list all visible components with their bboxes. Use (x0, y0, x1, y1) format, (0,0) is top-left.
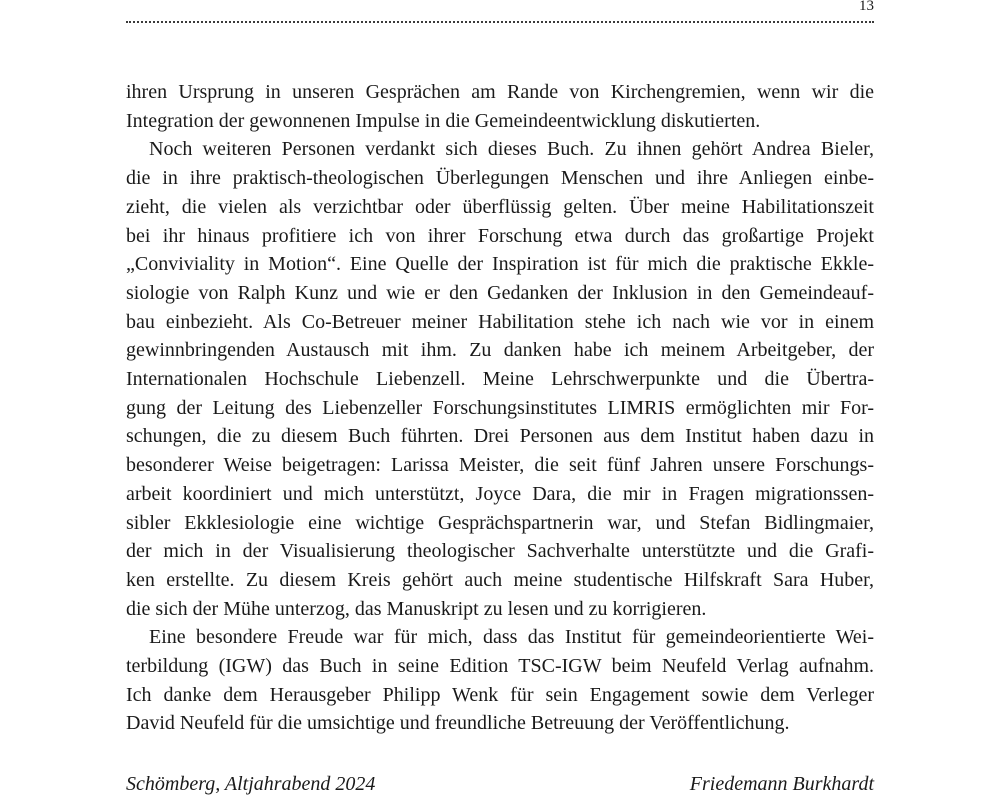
paragraph (126, 78, 874, 135)
text-line: besonderer Weise beigetragen: Larissa Meister, die seit fünf Jahren unsere Forschungs- (126, 454, 874, 477)
text-line: ihren Ursprung in unseren Gesprächen am Rande von Kirchengremien, wenn wir die (126, 81, 874, 103)
text-line: Noch weiteren Personen verdankt sich dieses Buch. Zu ihnen gehört Andrea Bieler, (149, 138, 874, 161)
text-line: David Neufeld für die umsichtige und freundliche Betreuung der Veröffentlichung. (126, 712, 790, 735)
text-line: zieht, die vielen als verzichtbar oder überflüssig gelten. Über meine Habilitationszeit (126, 195, 874, 218)
page-number: 13 (859, 0, 874, 14)
text-line: gewinnbringenden Austausch mit ihm. Zu danken habe ich meinem Arbeitgeber, der (126, 339, 874, 362)
paragraph (126, 623, 874, 738)
text-line: Ich danke dem Herausgeber Philipp Wenk für sein Engagement sowie dem Verleger (126, 683, 874, 706)
text-line: bau einbezieht. Als Co-Betreuer meiner Habilitation stehe ich nach wie vor in einem (126, 310, 874, 333)
text-line: der mich in der Visualisierung theologischer Sachverhalte unterstützte und die Grafi- (126, 540, 874, 563)
text-line: schungen, die zu diesem Buch führten. Drei Personen aus dem Institut haben dazu in (126, 425, 874, 448)
text-line: arbeit koordiniert und mich unterstützt, Joyce Dara, die mir in Fragen migrationssen- (126, 482, 874, 505)
text-line: ken erstellte. Zu diesem Kreis gehört auch meine studentische Hilfskraft Sara Huber, (126, 568, 874, 591)
text-line: terbildung (IGW) das Buch in seine Edition TSC-IGW beim Neufeld Verlag aufnahm. (126, 655, 874, 678)
text-line: gung der Leitung des Liebenzeller Forschungsinstitutes LIMRIS ermöglichten mir For- (126, 396, 874, 419)
text-line: die sich der Mühe unterzog, das Manuskript zu lesen und zu korrigieren. (126, 597, 707, 620)
text-line: bei ihr hinaus profitiere ich von ihrer Forschung etwa durch das großartige Projekt (126, 224, 874, 247)
text-line: „Conviviality in Motion“. Eine Quelle der Inspiration ist für mich die praktische Ekkle- (126, 253, 874, 276)
paragraph (126, 135, 874, 623)
text-line: die in ihre praktisch-theologischen Überlegungen Menschen und ihre Anliegen einbe- (126, 167, 874, 190)
signature-line (126, 770, 874, 798)
text-line: Eine besondere Freude war für mich, dass das Institut für gemeindeorientierte Wei- (149, 626, 874, 649)
place-date: Schömberg, Altjahrabend 2024 (126, 773, 376, 795)
text-body (126, 78, 874, 738)
text-line: Integration der gewonnenen Impulse in die Gemeindeentwicklung diskutierten. (126, 109, 761, 132)
text-line: Internationalen Hochschule Liebenzell. Meine Lehrschwerpunkte und die Übertra- (126, 368, 874, 391)
text-line: sibler Ekklesiologie eine wichtige Gesprächspartnerin war, und Stefan Bidlingmaier, (126, 511, 874, 534)
author-name: Friedemann Burkhardt (689, 773, 874, 795)
text-line: siologie von Ralph Kunz und wie er den Gedanken der Inklusion in den Gemeindeauf- (126, 281, 874, 304)
header-dotted-rule (126, 21, 874, 23)
